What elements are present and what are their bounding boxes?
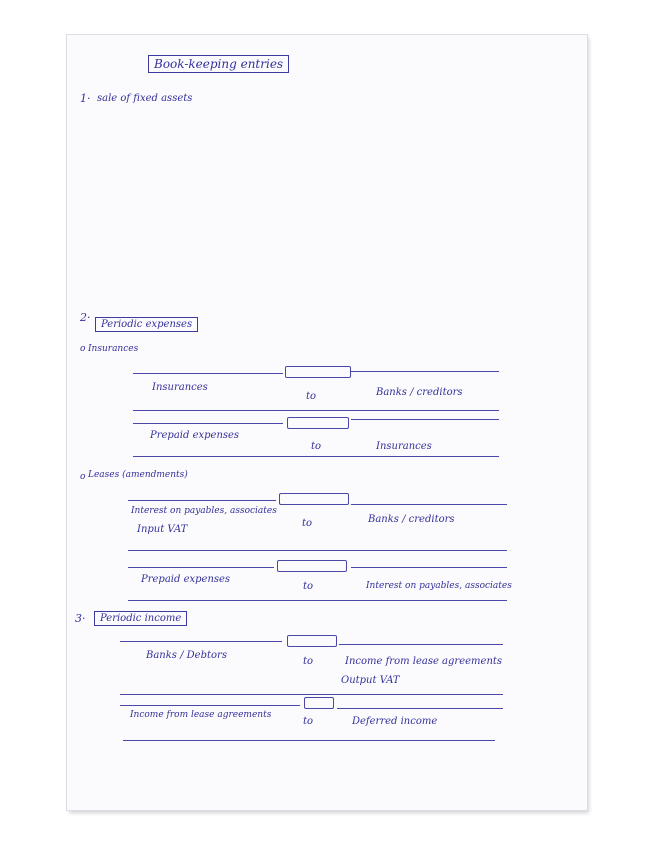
section-2-sub2-bullet: o <box>80 472 86 482</box>
date-box <box>287 635 337 647</box>
entry-debit: Banks / Debtors <box>146 650 227 661</box>
section-2-heading: Periodic expenses <box>95 317 198 332</box>
section-2-sub2-label: Leases (amendments) <box>88 470 188 480</box>
entry-debit-1: Interest on payables, associates <box>131 506 277 516</box>
entry-to: to <box>311 441 322 452</box>
entry-to: to <box>303 716 314 727</box>
t-account-rule <box>133 456 499 457</box>
section-2-sub1-label: Insurances <box>88 344 139 354</box>
t-account-rule <box>120 694 503 695</box>
date-box <box>304 697 334 709</box>
section-1-heading: sale of fixed assets <box>97 93 193 104</box>
t-account-rule <box>351 567 507 568</box>
t-account-rule <box>351 371 499 372</box>
entry-debit: Income from lease agreements <box>130 710 272 720</box>
entry-debit: Insurances <box>152 382 208 393</box>
entry-credit: Banks / creditors <box>376 387 463 398</box>
date-box <box>277 560 347 572</box>
entry-to: to <box>303 581 314 592</box>
t-account-rule <box>133 373 283 374</box>
section-3-number: 3· <box>75 612 86 625</box>
date-box <box>285 366 351 378</box>
t-account-rule <box>339 644 503 645</box>
entry-debit: Prepaid expenses <box>141 574 231 585</box>
section-2-sub1-bullet: o <box>80 344 86 354</box>
section-1-number: 1· <box>80 92 91 105</box>
t-account-rule <box>133 423 283 424</box>
t-account-rule <box>123 740 495 741</box>
t-account-rule <box>351 504 507 505</box>
t-account-rule <box>120 705 300 706</box>
entry-credit: Deferred income <box>352 716 438 727</box>
entry-credit: Interest on payables, associates <box>366 581 512 591</box>
t-account-rule <box>351 419 499 420</box>
entry-credit-1: Income from lease agreements <box>345 656 503 667</box>
entry-to: to <box>306 391 317 402</box>
t-account-rule <box>120 641 282 642</box>
section-2-number: 2· <box>80 311 91 324</box>
entry-to: to <box>303 656 314 667</box>
date-box <box>287 417 349 429</box>
entry-to: to <box>302 518 313 529</box>
entry-credit: Banks / creditors <box>368 514 455 525</box>
t-account-rule <box>133 410 499 411</box>
t-account-rule <box>128 600 507 601</box>
entry-credit: Insurances <box>376 441 432 452</box>
section-3-heading: Periodic income <box>94 611 187 626</box>
entry-credit-2: Output VAT <box>341 675 400 686</box>
page-title: Book-keeping entries <box>148 55 289 73</box>
date-box <box>279 493 349 505</box>
t-account-rule <box>337 708 503 709</box>
entry-debit: Prepaid expenses <box>150 430 240 441</box>
entry-debit-2: Input VAT <box>137 524 188 535</box>
t-account-rule <box>128 500 276 501</box>
t-account-rule <box>128 550 507 551</box>
t-account-rule <box>128 567 274 568</box>
